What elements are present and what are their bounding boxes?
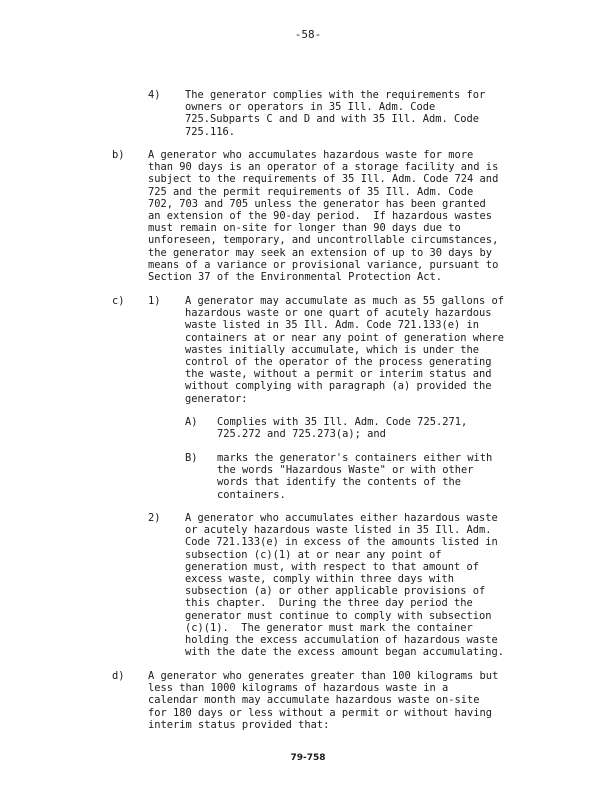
text-line: means of a variance or provisional variance, pursuant to (148, 258, 499, 271)
text-line: generation must, with respect to that amount of (185, 560, 480, 573)
section-label: 4) (148, 89, 161, 101)
text-line: A generator who accumulates either hazardous waste (185, 512, 498, 524)
text-line: 725 and the permit requirements of 35 Ill. Adm. Code (148, 185, 474, 198)
text-line: subsection (c)(1) at or near any point of (185, 548, 442, 561)
text-line: words that identify the contents of the (217, 476, 461, 489)
text-line: excess waste, comply within three days with (185, 573, 454, 585)
text-line: marks the generator's containers either with (217, 452, 493, 464)
section-label: A) (185, 416, 198, 428)
text-line: hazardous waste or one quart of acutely hazardous (185, 307, 492, 320)
text-line: with the date the excess amount began accumulating. (185, 646, 505, 659)
text-line: for 180 days or less without a permit or without having (148, 706, 493, 719)
section-label: 2) (148, 512, 161, 524)
page-number: -58- (294, 28, 322, 41)
text-line: or acutely hazardous waste listed in 35 Ill. Adm. (185, 524, 492, 537)
text-line: interim status provided that: (148, 718, 330, 731)
text-line: Section 37 of the Environmental Protection Act. (148, 271, 443, 283)
text-line: than 90 days is an operator of a storage facility and is (148, 161, 499, 174)
text-line: generator: (185, 392, 248, 405)
text-line: without complying with paragraph (a) provided the (185, 380, 492, 393)
text-line: waste listed in 35 Ill. Adm. Code 721.133(e) in (185, 319, 480, 332)
text-line: A generator may accumulate as much as 55 gallons of (185, 295, 505, 307)
text-line: must remain on-site for longer than 90 days due to (148, 222, 461, 235)
subsection-label: 1) (148, 295, 161, 307)
text-line: this chapter. During the three day period the (185, 597, 473, 610)
text-line: 725.116. (185, 125, 236, 138)
section-label: B) (185, 452, 198, 464)
section-label: d) (112, 670, 125, 682)
text-line: the generator may seek an extension of up to 30 days by (148, 246, 493, 259)
text-line: containers. (217, 488, 286, 501)
footer-code: 79-758 (290, 753, 326, 763)
text-line: unforeseen, temporary, and uncontrollable circumstances, (148, 234, 499, 247)
text-line: subsection (a) or other applicable provisions of (185, 585, 486, 598)
text-line: less than 1000 kilograms of hazardous waste in a (148, 682, 449, 695)
text-line: (c)(1). The generator must mark the container (185, 621, 473, 634)
section-label: b) (112, 149, 125, 161)
text-line: The generator complies with the requirements for (185, 89, 486, 101)
text-line: A generator who generates greater than 100 kilograms but (148, 670, 499, 682)
text-line: 725.Subparts C and D and with 35 Ill. Adm. Code (185, 113, 480, 126)
text-line: Complies with 35 Ill. Adm. Code 725.271, (217, 416, 468, 428)
text-line: the waste, without a permit or interim status and (185, 368, 492, 381)
text-line: control of the operator of the process generating (185, 356, 492, 368)
text-line: the words "Hazardous Waste" or with other (217, 464, 474, 477)
text-line: Code 721.133(e) in excess of the amounts listed in (185, 536, 498, 549)
text-line: calendar month may accumulate hazardous waste on-site (148, 694, 480, 707)
text-line: subject to the requirements of 35 Ill. Adm. Code 724 and (148, 173, 499, 186)
text-line: 725.272 and 725.273(a); and (217, 428, 386, 441)
text-line: 702, 703 and 705 unless the generator has been granted (148, 197, 486, 210)
text-line: A generator who accumulates hazardous waste for more (148, 149, 474, 161)
text-line: owners or operators in 35 Ill. Adm. Code (185, 101, 436, 114)
text-line: generator must continue to comply with subsection (185, 609, 492, 622)
text-line: containers at or near any point of generation where (185, 331, 505, 344)
text-line: an extension of the 90-day period. If hazardous wastes (148, 210, 493, 222)
section-label: c) (112, 295, 125, 307)
text-line: holding the excess accumulation of hazardous waste (185, 634, 498, 646)
text-line: wastes initially accumulate, which is under the (185, 343, 480, 356)
